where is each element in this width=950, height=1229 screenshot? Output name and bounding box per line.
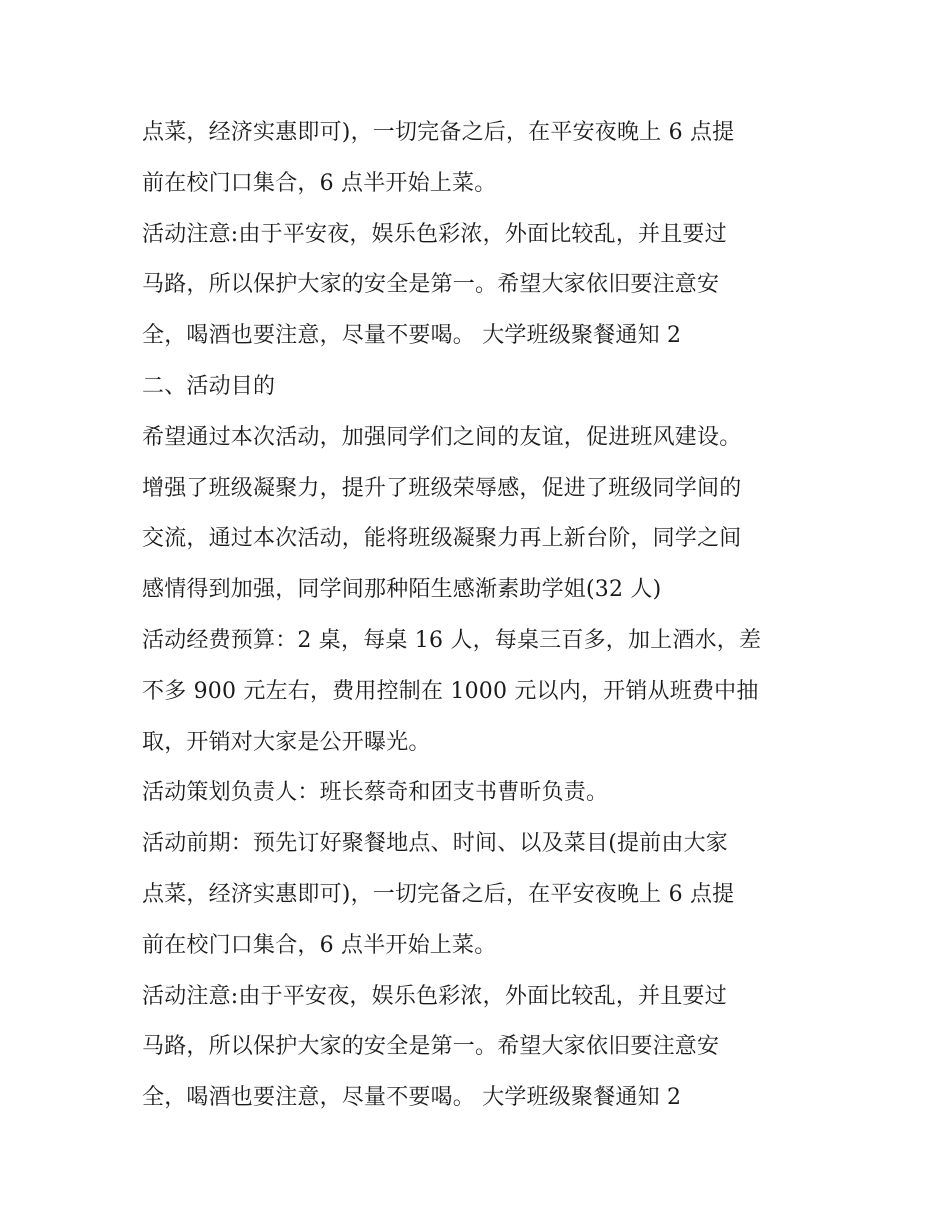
text-line: 点菜，经济实惠即可)，一切完备之后，在平安夜晚上 6 点提 — [142, 881, 735, 907]
text-line: 活动注意:由于平安夜，娱乐色彩浓，外面比较乱，并且要过 — [142, 983, 727, 1009]
text-line: 马路，所以保护大家的安全是第一。希望大家依旧要注意安 — [142, 1034, 720, 1060]
text-line: 活动策划负责人：班长蔡奇和团支书曹昕负责。 — [142, 780, 609, 806]
section-heading: 二、活动目的 — [142, 373, 276, 399]
text-line: 增强了班级凝聚力，提升了班级荣辱感，促进了班级同学间的 — [142, 475, 742, 501]
text-line: 交流，通过本次活动，能将班级凝聚力再上新台阶，同学之间 — [142, 526, 742, 552]
text-line: 活动前期：预先订好聚餐地点、时间、以及菜目(提前由大家 — [142, 831, 728, 857]
text-line: 点菜，经济实惠即可)，一切完备之后，在平安夜晚上 6 点提 — [142, 120, 735, 145]
text-line: 全，喝酒也要注意，尽量不要喝。 大学班级聚餐通知 2 — [142, 323, 682, 349]
document-body — [142, 108, 822, 1124]
text-line: 不多 900 元左右，费用控制在 1000 元以内，开销从班费中抽 — [142, 678, 759, 704]
text-line: 希望通过本次活动，加强同学们之间的友谊，促进班风建设。 — [142, 424, 742, 450]
text-line: 感情得到加强，同学间那种陌生感渐素助学姐(32 人) — [142, 577, 662, 603]
text-line: 马路，所以保护大家的安全是第一。希望大家依旧要注意安 — [142, 272, 720, 298]
text-line: 全，喝酒也要注意，尽量不要喝。 大学班级聚餐通知 2 — [142, 1085, 682, 1111]
text-line: 活动注意:由于平安夜，娱乐色彩浓，外面比较乱，并且要过 — [142, 221, 727, 247]
text-line: 前在校门口集合，6 点半开始上菜。 — [142, 170, 497, 196]
text-line: 活动经费预算：2 桌，每桌 16 人，每桌三百多，加上酒水，差 — [142, 627, 762, 653]
text-line: 取，开销对大家是公开曝光。 — [142, 729, 431, 755]
text-line: 前在校门口集合，6 点半开始上菜。 — [142, 932, 497, 958]
